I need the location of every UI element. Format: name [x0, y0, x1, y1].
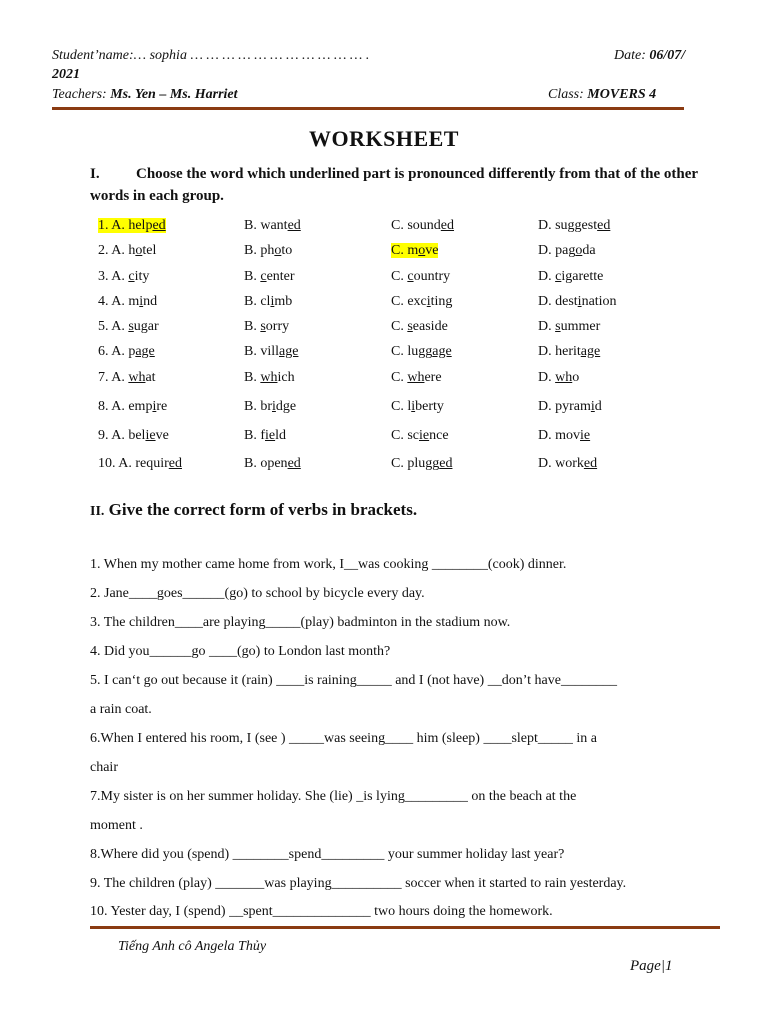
underlined-part: ed — [439, 456, 453, 471]
underlined-part: o — [575, 243, 583, 258]
underlined-part: o — [135, 243, 143, 258]
underlined-part: i — [426, 294, 431, 309]
underlined-part: ie — [580, 428, 591, 443]
exercise-line: 9. The children (play) _______was playing__________ soccer when it started to rain yesterday. — [90, 876, 627, 891]
option-b[interactable]: B. photo — [244, 243, 293, 258]
underlined-part: o — [418, 243, 426, 258]
exercise-line: 4. Did you______go ____(go) to London last month? — [90, 644, 391, 659]
underlined-part: wh — [128, 370, 146, 385]
option-a[interactable]: 6. A. page — [98, 344, 155, 359]
underlined-part: ie — [265, 428, 276, 443]
class-label: Class: — [548, 87, 584, 102]
underlined-part: i — [272, 399, 276, 414]
option-a[interactable]: 2. A. hotel — [98, 243, 157, 258]
option-a[interactable]: 1. A. helped — [98, 218, 166, 233]
option-b[interactable]: B. which — [244, 370, 295, 385]
option-a[interactable]: 4. A. mind — [98, 294, 158, 309]
option-c[interactable]: C. country — [391, 269, 451, 284]
teachers-value: Ms. Yen – Ms. Harriet — [110, 87, 238, 102]
underlined-part: i — [152, 399, 157, 414]
option-a[interactable]: 3. A. city — [98, 269, 150, 284]
question-row — [98, 456, 718, 478]
exercise-line: a rain coat. — [90, 702, 152, 717]
option-c[interactable]: C. plugged — [391, 456, 453, 471]
teachers-label: Teachers: — [52, 87, 107, 102]
exercise-line: moment . — [90, 818, 143, 833]
underlined-part: ed — [287, 456, 301, 471]
exercise-line: 2. Jane____goes______(go) to school by bicycle every day. — [90, 586, 425, 601]
option-a[interactable]: 9. A. believe — [98, 428, 169, 443]
section1-instruction — [90, 163, 710, 207]
underlined-part: c — [407, 269, 414, 284]
student-name-value: … sophia … … … … … … … … … … … . — [133, 48, 370, 63]
option-b[interactable]: B. wanted — [244, 218, 301, 233]
question-row — [98, 399, 718, 421]
option-d[interactable]: D. movie — [538, 428, 591, 443]
question-row — [98, 370, 718, 392]
page-number: Page|1 — [630, 958, 673, 974]
option-c[interactable]: C. move — [391, 243, 439, 258]
option-d[interactable]: D. pagoda — [538, 243, 596, 258]
option-b[interactable]: B. field — [244, 428, 286, 443]
question-row — [98, 344, 718, 366]
underlined-part: i — [139, 294, 144, 309]
underlined-part: c — [555, 269, 562, 284]
option-c[interactable]: C. luggage — [391, 344, 452, 359]
underlined-part: ed — [287, 218, 301, 233]
option-d[interactable]: D. summer — [538, 319, 601, 334]
underlined-part: age — [580, 344, 601, 359]
exercise-line: 7.My sister is on her summer holiday. She (lie) _is lying_________ on the beach at the — [90, 789, 577, 804]
option-b[interactable]: B. opened — [244, 456, 301, 471]
option-d[interactable]: D. suggested — [538, 218, 611, 233]
header-divider — [52, 107, 684, 110]
option-b[interactable]: B. bridge — [244, 399, 297, 414]
section2-number: II. — [90, 504, 105, 519]
section1-number: I. — [90, 166, 100, 182]
date-label: Date: — [614, 48, 646, 63]
section2-text: Give the correct form of verbs in brackets. — [108, 500, 418, 519]
date-year: 2021 — [52, 67, 80, 82]
underlined-part: i — [411, 399, 416, 414]
option-d[interactable]: D. cigarette — [538, 269, 604, 284]
underlined-part: ed — [597, 218, 611, 233]
option-d[interactable]: D. destination — [538, 294, 617, 309]
option-a[interactable]: 10. A. required — [98, 456, 182, 471]
exercise-line: 3. The children____are playing_____(play) badminton in the stadium now. — [90, 615, 511, 630]
question-row — [98, 243, 718, 265]
underlined-part: ed — [168, 456, 182, 471]
exercise-line: 10. Yester day, I (spend) __spent______________ two hours doing the homework. — [90, 904, 553, 919]
option-d[interactable]: D. worked — [538, 456, 598, 471]
question-row — [98, 269, 718, 291]
option-b[interactable]: B. village — [244, 344, 299, 359]
underlined-part: wh — [407, 370, 425, 385]
option-c[interactable]: C. sounded — [391, 218, 455, 233]
student-name-label: Student’name: — [52, 48, 134, 63]
option-b[interactable]: B. center — [244, 269, 295, 284]
underlined-part: s — [260, 319, 266, 334]
underlined-part: i — [577, 294, 582, 309]
underlined-part: ed — [583, 456, 598, 471]
teachers-line — [52, 87, 238, 103]
option-c[interactable]: C. where — [391, 370, 442, 385]
underlined-part: wh — [555, 370, 573, 385]
option-a[interactable]: 7. A. what — [98, 370, 156, 385]
underlined-part: s — [555, 319, 561, 334]
page-title: WORKSHEET — [309, 126, 459, 151]
option-d[interactable]: D. pyramid — [538, 399, 602, 414]
underlined-part: ie — [145, 428, 156, 443]
option-b[interactable]: B. climb — [244, 294, 293, 309]
underlined-part: ie — [419, 428, 430, 443]
underlined-part: c — [128, 269, 135, 284]
class-line — [548, 87, 656, 103]
question-row — [98, 428, 718, 450]
option-a[interactable]: 8. A. empire — [98, 399, 168, 414]
exercise-line: chair — [90, 760, 118, 775]
underlined-part: ed — [440, 218, 455, 233]
option-c[interactable]: C. seaside — [391, 319, 448, 334]
exercise-line: 5. I can‘t go out because it (rain) ____is raining_____ and I (not have) __don’t have________ — [90, 673, 617, 688]
option-a[interactable]: 5. A. sugar — [98, 319, 159, 334]
underlined-part: o — [274, 243, 282, 258]
underlined-part: i — [270, 294, 275, 309]
student-name-line — [52, 48, 369, 64]
option-c[interactable]: C. science — [391, 428, 449, 443]
option-b[interactable]: B. sorry — [244, 319, 290, 334]
question-row — [98, 294, 718, 316]
underlined-part: age — [279, 344, 299, 359]
footer-divider — [90, 926, 720, 929]
option-d[interactable]: D. who — [538, 370, 580, 385]
underlined-part: ed — [152, 218, 166, 233]
question-row — [98, 218, 718, 240]
option-c[interactable]: C. liberty — [391, 399, 444, 414]
underlined-part: age — [135, 344, 155, 359]
section1-text: Choose the word which underlined part is pronounced differently from that of the other words in each group. — [90, 166, 698, 204]
underlined-part: i — [590, 399, 595, 414]
underlined-part: age — [432, 344, 452, 359]
underlined-part: wh — [260, 370, 278, 385]
date-line — [614, 48, 685, 64]
exercise-line: 1. When my mother came home from work, I__was cooking ________(cook) dinner. — [90, 557, 567, 572]
section2-heading — [90, 500, 417, 520]
underlined-part: s — [407, 319, 413, 334]
question-row — [98, 319, 718, 341]
exercise-line: 8.Where did you (spend) ________spend_________ your summer holiday last year? — [90, 847, 565, 862]
underlined-part: c — [260, 269, 267, 284]
exercise-line: 6.When I entered his room, I (see ) _____was seeing____ him (sleep) ____slept_____ in a — [90, 731, 597, 746]
footer-credit: Tiếng Anh cô Angela Thủy — [118, 939, 267, 954]
date-value: 06/07/ — [649, 48, 686, 63]
underlined-part: s — [128, 319, 134, 334]
option-c[interactable]: C. exciting — [391, 294, 453, 309]
option-d[interactable]: D. heritage — [538, 344, 601, 359]
class-value: MOVERS 4 — [587, 87, 657, 102]
